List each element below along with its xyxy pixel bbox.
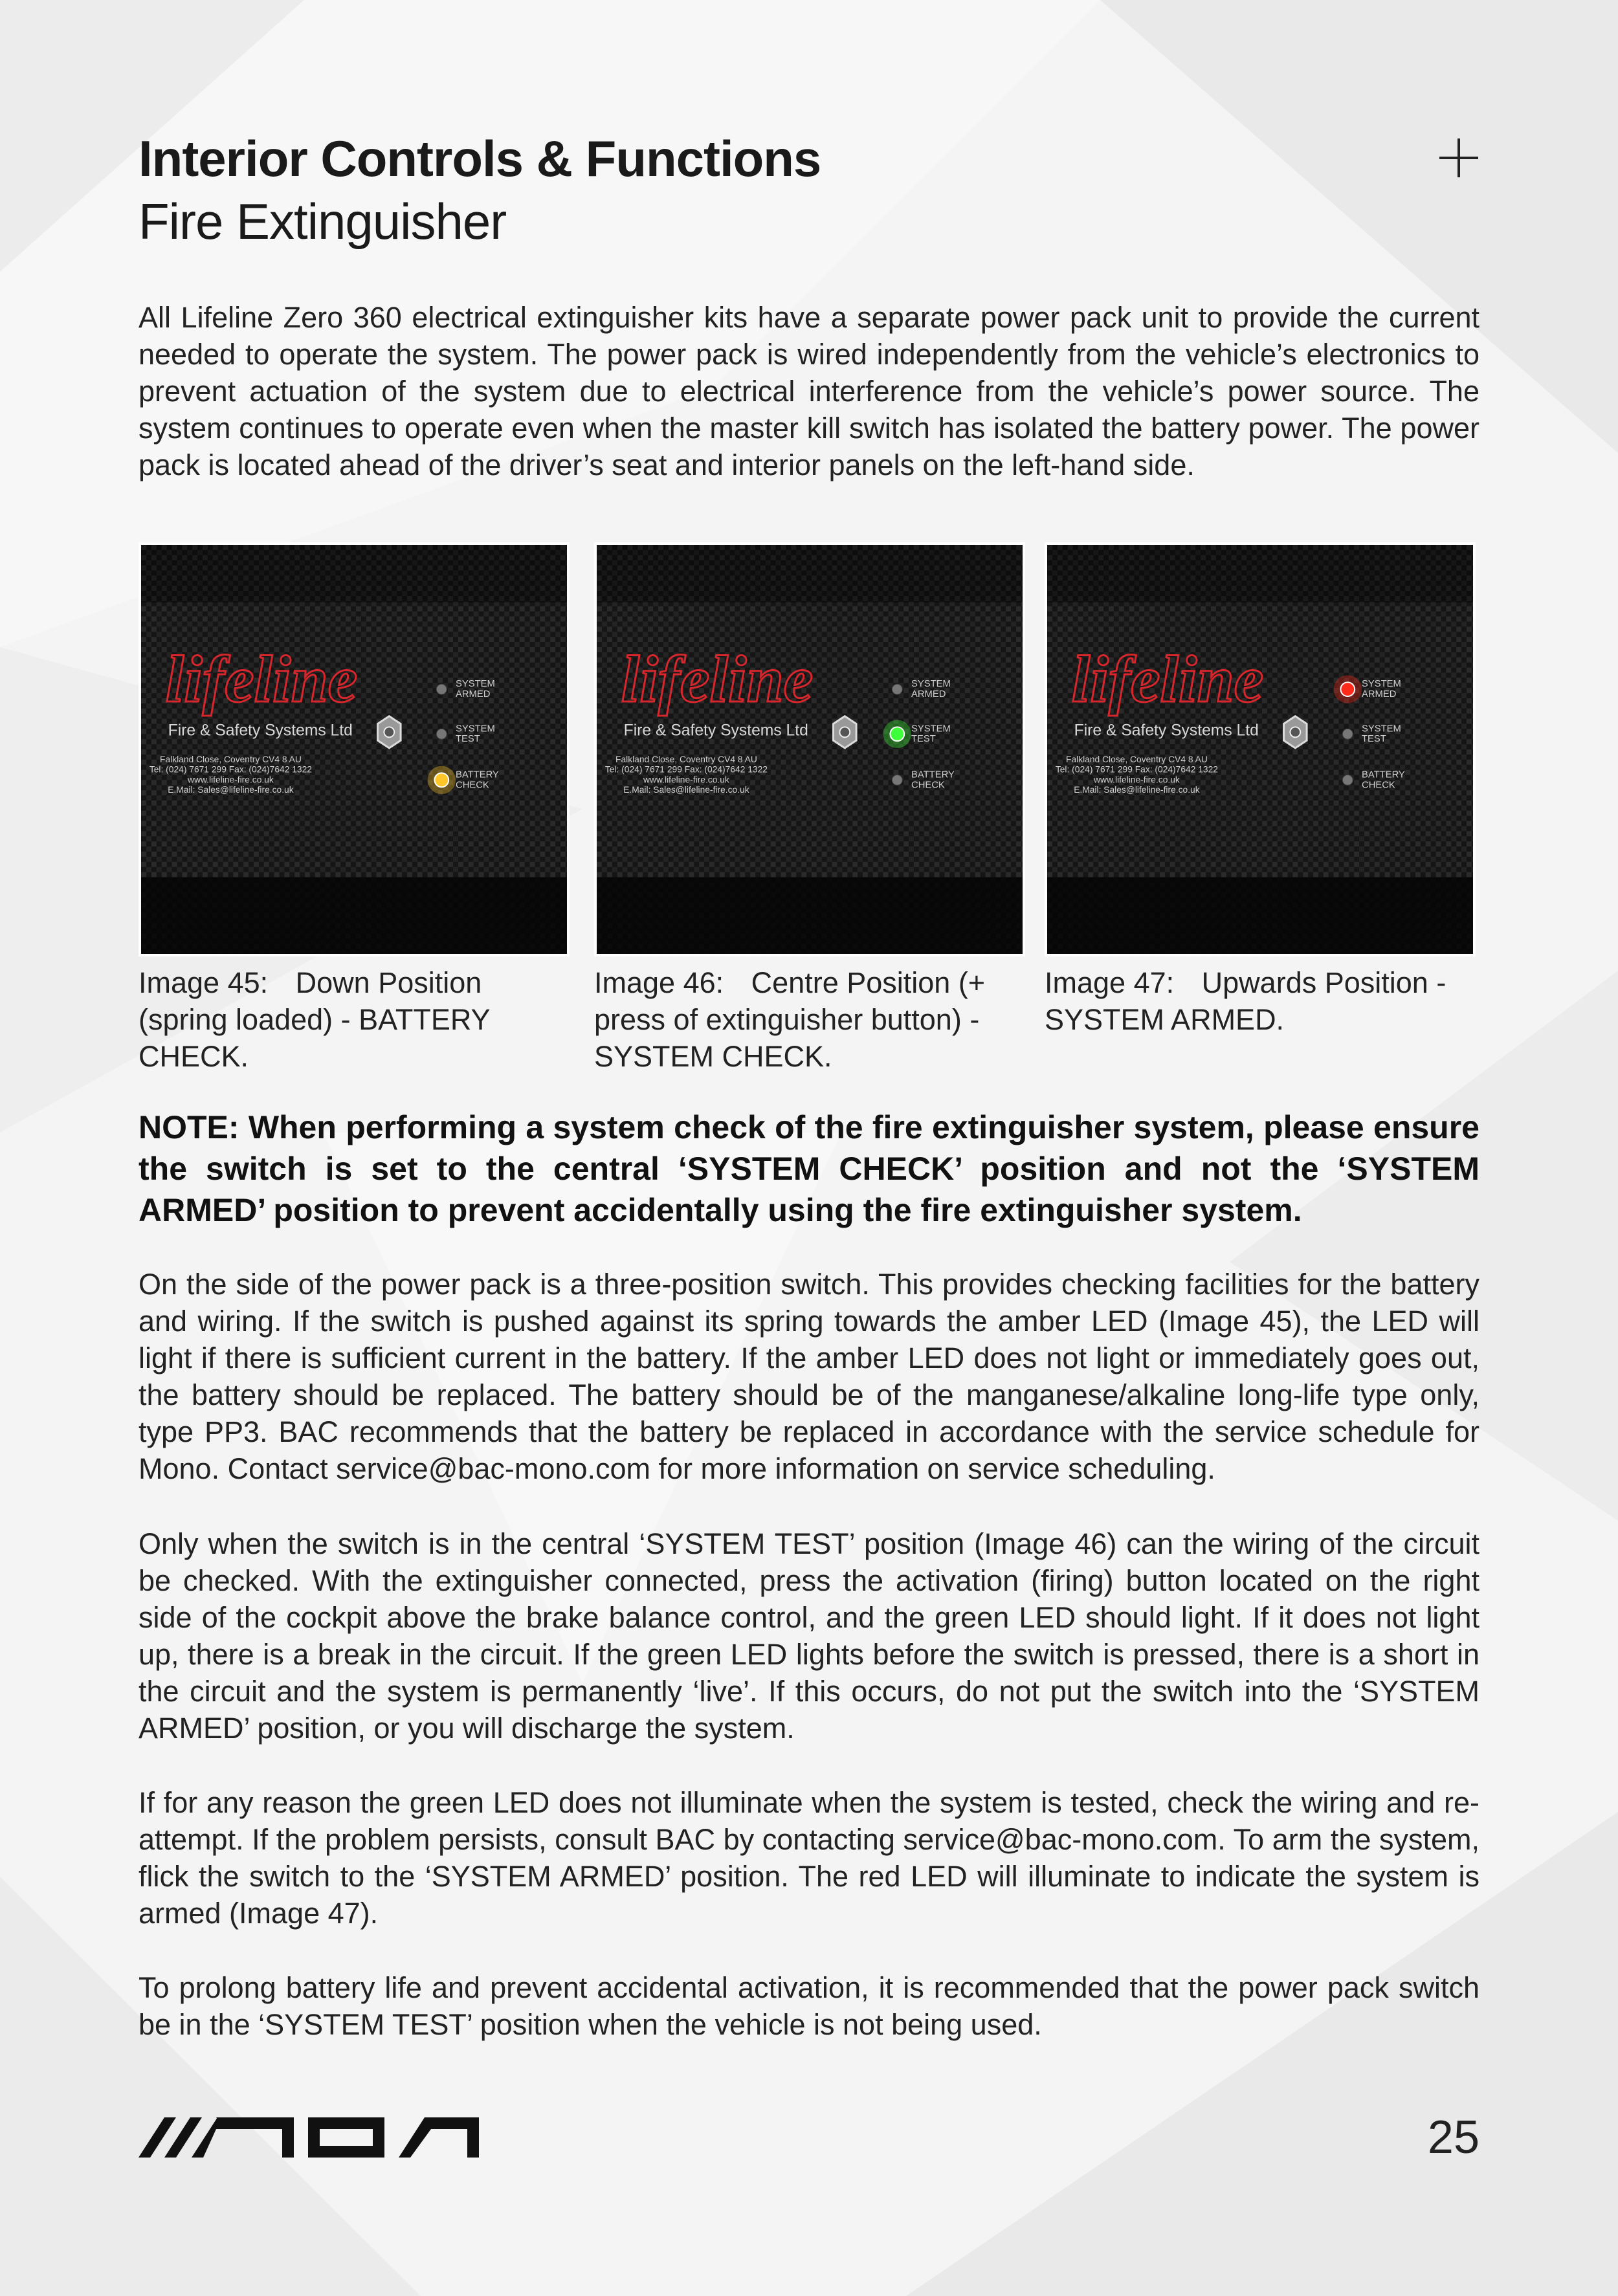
plus-icon[interactable] xyxy=(1438,137,1479,179)
address-line: Tel: (024) 7671 299 Fax: (024)7642 1322 xyxy=(149,764,312,775)
led-label: SYSTEM xyxy=(1362,679,1401,690)
caption-text: Down Position (spring loaded) - BATTERY CHECK. xyxy=(139,966,490,1073)
body-paragraph: To prolong battery life and prevent accidental activation, it is recommended that the power pack switch be in the ‘SYSTEM TEST’ position when the vehicle is not being used. xyxy=(139,1971,1479,2041)
led-indicator xyxy=(890,727,904,741)
led-label: BATTERY xyxy=(456,769,499,780)
figure-caption xyxy=(1045,964,1476,1038)
caption-number: Image 45: xyxy=(139,966,269,999)
led-indicator xyxy=(434,773,449,788)
power-pack-photo xyxy=(594,542,1025,956)
address-line: www.lifeline-fire.co.uk xyxy=(643,774,729,785)
led-label: TEST xyxy=(911,734,936,745)
led-label: SYSTEM xyxy=(456,679,495,690)
company-name: Fire & Safety Systems Ltd xyxy=(168,722,353,740)
led-indicator xyxy=(436,684,447,694)
figure-image-45 xyxy=(139,542,570,1075)
address-line: E.Mail: Sales@lifeline-fire.co.uk xyxy=(623,784,749,795)
led-label: ARMED xyxy=(911,689,946,700)
page-subtitle: Fire Extinguisher xyxy=(139,193,507,250)
caption-number: Image 47: xyxy=(1045,966,1175,999)
address-line: Falkland Close, Coventry CV4 8 AU xyxy=(160,753,302,764)
address-line: E.Mail: Sales@lifeline-fire.co.uk xyxy=(168,784,294,795)
caption-number: Image 46: xyxy=(594,966,724,999)
address-line: Falkland Close, Coventry CV4 8 AU xyxy=(1066,753,1208,764)
lifeline-logo: lifeline xyxy=(1071,642,1264,716)
address-line: www.lifeline-fire.co.uk xyxy=(1094,774,1180,785)
address-line: Tel: (024) 7671 299 Fax: (024)7642 1322 xyxy=(604,764,768,775)
led-indicator xyxy=(436,729,447,739)
company-name: Fire & Safety Systems Ltd xyxy=(1074,722,1259,740)
led-label: SYSTEM xyxy=(1362,723,1401,734)
intro-paragraph: All Lifeline Zero 360 electrical extinguisher kits have a separate power pack unit to provide the current needed to operate the system. The power pack is wired independently from the vehicle’s electronics to prevent actuation of the system due to electrical interference from the vehicle’s power source. The system continues to operate even when the master kill switch has isolated the battery power. The power pack is located ahead of the driver’s seat and interior panels on the left-hand side. xyxy=(139,301,1479,481)
led-indicator xyxy=(1340,682,1355,696)
mono-logo xyxy=(139,2116,479,2159)
figure-caption xyxy=(139,964,570,1075)
led-label: SYSTEM xyxy=(911,723,951,734)
power-pack-photo xyxy=(139,542,570,956)
figure-image-46 xyxy=(594,542,1025,1075)
power-pack-photo xyxy=(1045,542,1476,956)
led-label: CHECK xyxy=(1362,780,1395,791)
led-label: BATTERY xyxy=(911,769,955,780)
address-line: Falkland Close, Coventry CV4 8 AU xyxy=(615,753,757,764)
led-label: ARMED xyxy=(1362,689,1397,700)
led-label: SYSTEM xyxy=(911,679,951,690)
led-indicator xyxy=(892,775,902,786)
lifeline-logo: lifeline xyxy=(621,642,814,716)
led-label: ARMED xyxy=(456,689,491,700)
led-label: CHECK xyxy=(456,780,489,791)
caption-text: Upwards Position - SYSTEM ARMED. xyxy=(1045,966,1446,1036)
address-line: Tel: (024) 7671 299 Fax: (024)7642 1322 xyxy=(1055,764,1218,775)
page-title: Interior Controls & Functions xyxy=(139,130,821,187)
caption-text: Centre Position (+ press of extinguisher button) - SYSTEM CHECK. xyxy=(594,966,986,1073)
led-indicator xyxy=(1342,729,1353,739)
panel-shadow xyxy=(597,878,1023,955)
address-line: www.lifeline-fire.co.uk xyxy=(188,774,274,785)
figure-image-47 xyxy=(1045,542,1476,1038)
led-label: SYSTEM xyxy=(456,723,495,734)
lifeline-logo: lifeline xyxy=(165,642,358,716)
led-indicator xyxy=(892,684,902,694)
company-name: Fire & Safety Systems Ltd xyxy=(623,722,808,740)
led-indicator xyxy=(1342,775,1353,786)
led-label: TEST xyxy=(1362,734,1386,745)
panel-shadow xyxy=(141,878,567,955)
body-paragraph: Only when the switch is in the central ‘SYSTEM TEST’ position (Image 46) can the wiring of the circuit be checked. With the extinguisher connected, press the activation (firing) button located on the right side of the cockpit above the brake balance control, and the green LED should light. If it does not light up, there is a break in the circuit. If the green LED lights before the switch is pressed, there is a short in the circuit and the system is permanently ‘live’. If this occurs, do not put the switch into the ‘SYSTEM ARMED’ position, or you will discharge the system. xyxy=(139,1527,1479,1745)
led-label: BATTERY xyxy=(1362,769,1405,780)
page-number: 25 xyxy=(1427,2112,1479,2163)
led-label: TEST xyxy=(456,734,480,745)
address-line: E.Mail: Sales@lifeline-fire.co.uk xyxy=(1074,784,1200,795)
panel-shadow xyxy=(1047,878,1473,955)
body-paragraph: On the side of the power pack is a three-position switch. This provides checking facilities for the battery and wiring. If the switch is pushed against its spring towards the amber LED (Image 45), the LED will light if there is sufficient current in the battery. If the amber LED does not light or immediately goes out, the battery should be replaced. The battery should be of the manganese/alkaline long-life type only, type PP3. BAC recommends that the battery be replaced in accordance with the service schedule for Mono. Contact service@bac-mono.com for more information on service scheduling. xyxy=(139,1268,1479,1485)
figure-caption xyxy=(594,964,1025,1075)
safety-note: NOTE: When performing a system check of the fire extinguisher system, please ensure the switch is set to the central ‘SYSTEM CHECK’ position and not the ‘SYSTEM ARMED’ position to prevent accidentally using the fire extinguisher system. xyxy=(139,1109,1479,1228)
led-label: CHECK xyxy=(911,780,945,791)
body-paragraph: If for any reason the green LED does not illuminate when the system is tested, check the wiring and re-attempt. If the problem persists, consult BAC by contacting service@bac-mono.com. To arm the system, flick the switch to the ‘SYSTEM ARMED’ position. The red LED will illuminate to indicate the system is armed (Image 47). xyxy=(139,1786,1479,1930)
